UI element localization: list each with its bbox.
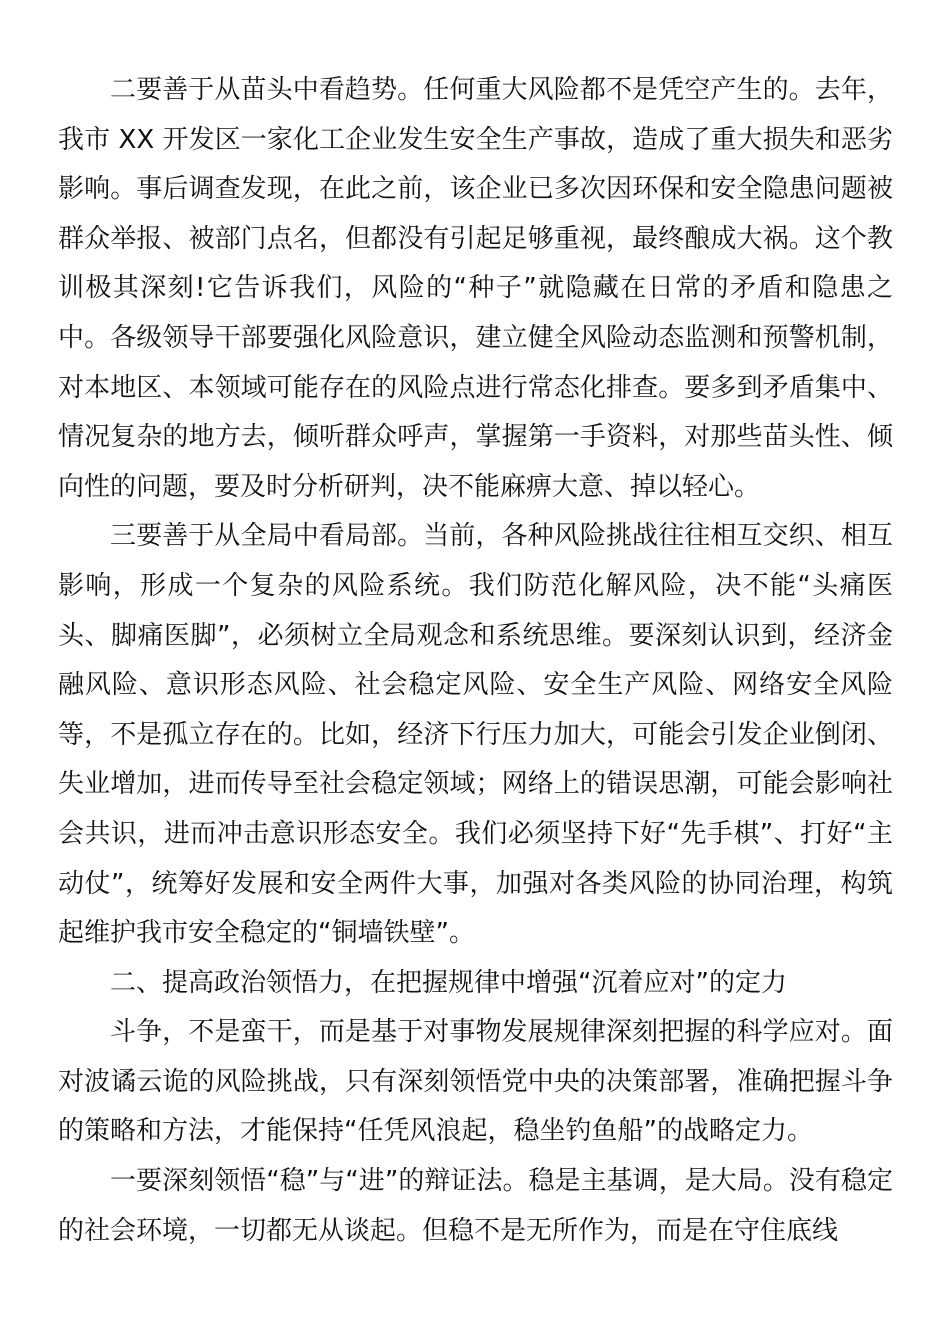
paragraph-trend-analysis: 二要善于从苗头中看趋势。任何重大风险都不是凭空产生的。去年，我市 XX 开发区一家化工企业发生安全生产事故，造成了重大损失和恶劣影响。事后调查发现，在此之前，该企业已多次因环保和安全隐患问题被群众举报、被部门点名，但都没有引起足够重视，最终酿成大祸。这个教训极其深刻!它告诉我们，风险的“种子”就隐藏在日常的矛盾和隐患之中。各级领导干部要强化风险意识，建立健全风险动态监测和预警机制，对本地区、本领域可能存在的风险点进行常态化排查。要多到矛盾集中、情况复杂的地方去，倾听群众呼声，掌握第一手资料，对那些苗头性、倾向性的问题，要及时分析研判，决不能麻痹大意、掉以轻心。 bbox=[58, 75, 893, 502]
paragraph-stability-progress: 一要深刻领悟“稳”与“进”的辩证法。稳是主基调，是大局。没有稳定的社会环境，一切都无从谈起。但稳不是无所作为，而是在守住底线 bbox=[58, 1166, 893, 1246]
section-heading: 二、提高政治领悟力，在把握规律中增强“沉着应对”的定力 bbox=[110, 967, 787, 998]
paragraph-overall-view: 三要善于从全局中看局部。当前，各种风险挑战往往相互交织、相互影响，形成一个复杂的风险系统。我们防范化解风险，决不能“头痛医头、脚痛医脚”，必须树立全局观念和系统思维。要深刻认识到，经济金融风险、意识形态风险、社会稳定风险、安全生产风险、网络安全风险等，不是孤立存在的。比如，经济下行压力加大，可能会引发企业倒闭、失业增加，进而传导至社会稳定领域；网络上的错误思潮，可能会影响社会共识，进而冲击意识形态安全。我们必须坚持下好“先手棋”、打好“主动仗”，统筹好发展和安全两件大事，加强对各类风险的协同治理，构筑起维护我市安全稳定的“铜墙铁壁”。 bbox=[58, 521, 893, 949]
document-body bbox=[58, 66, 893, 1256]
paragraph-struggle: 斗争，不是蛮干，而是基于对事物发展规律深刻把握的科学应对。面对波谲云诡的风险挑战，只有深刻领悟党中央的决策部署，准确把握斗争的策略和方法，才能保持“任凭风浪起，稳坐钓鱼船”的战略定力。 bbox=[58, 1017, 893, 1147]
